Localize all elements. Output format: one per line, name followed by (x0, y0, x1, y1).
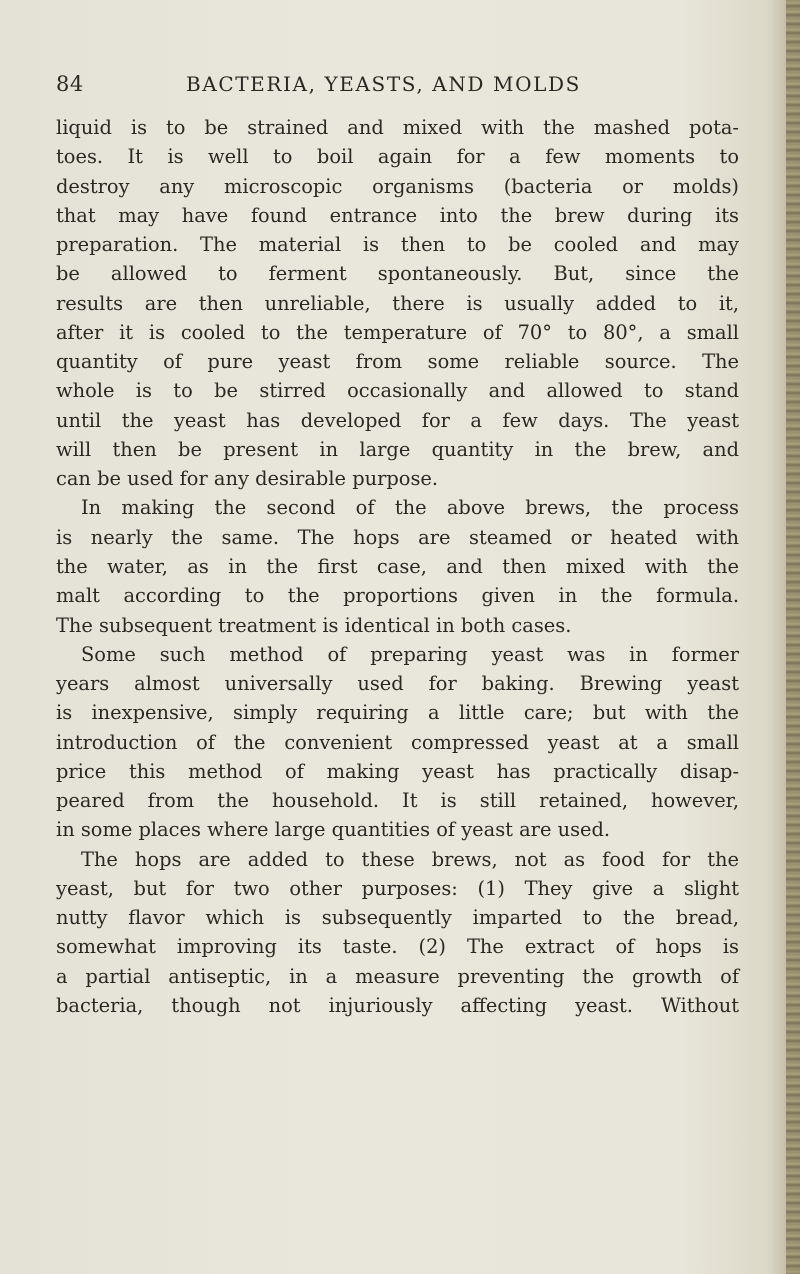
text-line: peared from the household. It is still retained, however, (56, 789, 739, 813)
text-line: liquid is to be strained and mixed with the mashed pota- (56, 116, 739, 139)
text-line: somewhat improving its taste. (2) The extract of hops is (56, 935, 739, 959)
text-line: be allowed to ferment spontaneously. But, since the (56, 262, 739, 286)
text-line: destroy any microscopic organisms (bacteria or molds) (56, 174, 739, 198)
text-line: results are then unreliable, there is usually added to it, (56, 291, 739, 315)
text-line: introduction of the convenient compressed yeast at a small (56, 730, 739, 754)
text-line: is nearly the same. The hops are steamed or heated with (56, 525, 739, 549)
text-line: In making the second of the above brews, the process (81, 496, 739, 520)
text-line: that may have found entrance into the brew during its (56, 203, 739, 227)
text-line: bacteria, though not injuriously affecting yeast. Without (56, 993, 739, 1017)
text-line: years almost universally used for baking. Brewing yeast (56, 672, 739, 696)
text-line: malt according to the proportions given in the formula. (56, 584, 739, 608)
text-line: a partial antiseptic, in a measure preventing the growth of (56, 964, 739, 988)
text-line: preparation. The material is then to be cooled and may (56, 233, 739, 257)
text-line: The hops are added to these brews, not as food for the (81, 847, 739, 871)
text-line: whole is to be stirred occasionally and allowed to stand (56, 379, 739, 403)
text-line: after it is cooled to the temperature of 70° to 80°, a small (56, 320, 739, 344)
text-line: the water, as in the first case, and then mixed with the (56, 554, 739, 578)
text-line: Some such method of preparing yeast was in former (81, 642, 739, 666)
text-line: will then be present in large quantity in the brew, and (56, 437, 739, 461)
text-line: in some places where large quantities of yeast are used. (56, 818, 611, 842)
running-title: BACTERIA, YEASTS, AND MOLDS (186, 72, 581, 96)
text-line: nutty flavor which is subsequently imparted to the bread, (56, 906, 739, 930)
text-line: is inexpensive, simply requiring a little care; but with the (56, 701, 739, 725)
text-line: The subsequent treatment is identical in both cases. (56, 613, 572, 637)
text-line: toes. It is well to boil again for a few moments to (56, 145, 739, 169)
page-header (56, 72, 746, 102)
body-text (56, 113, 739, 1020)
text-line: yeast, but for two other purposes: (1) They give a slight (56, 876, 739, 900)
page-number: 84 (56, 72, 84, 96)
text-line: can be used for any desirable purpose. (56, 467, 439, 491)
page-edge-shadow (786, 0, 800, 1274)
text-line: quantity of pure yeast from some reliable source. The (56, 350, 739, 374)
text-line: price this method of making yeast has practically disap- (56, 759, 739, 783)
text-line: until the yeast has developed for a few days. The yeast (56, 408, 739, 432)
